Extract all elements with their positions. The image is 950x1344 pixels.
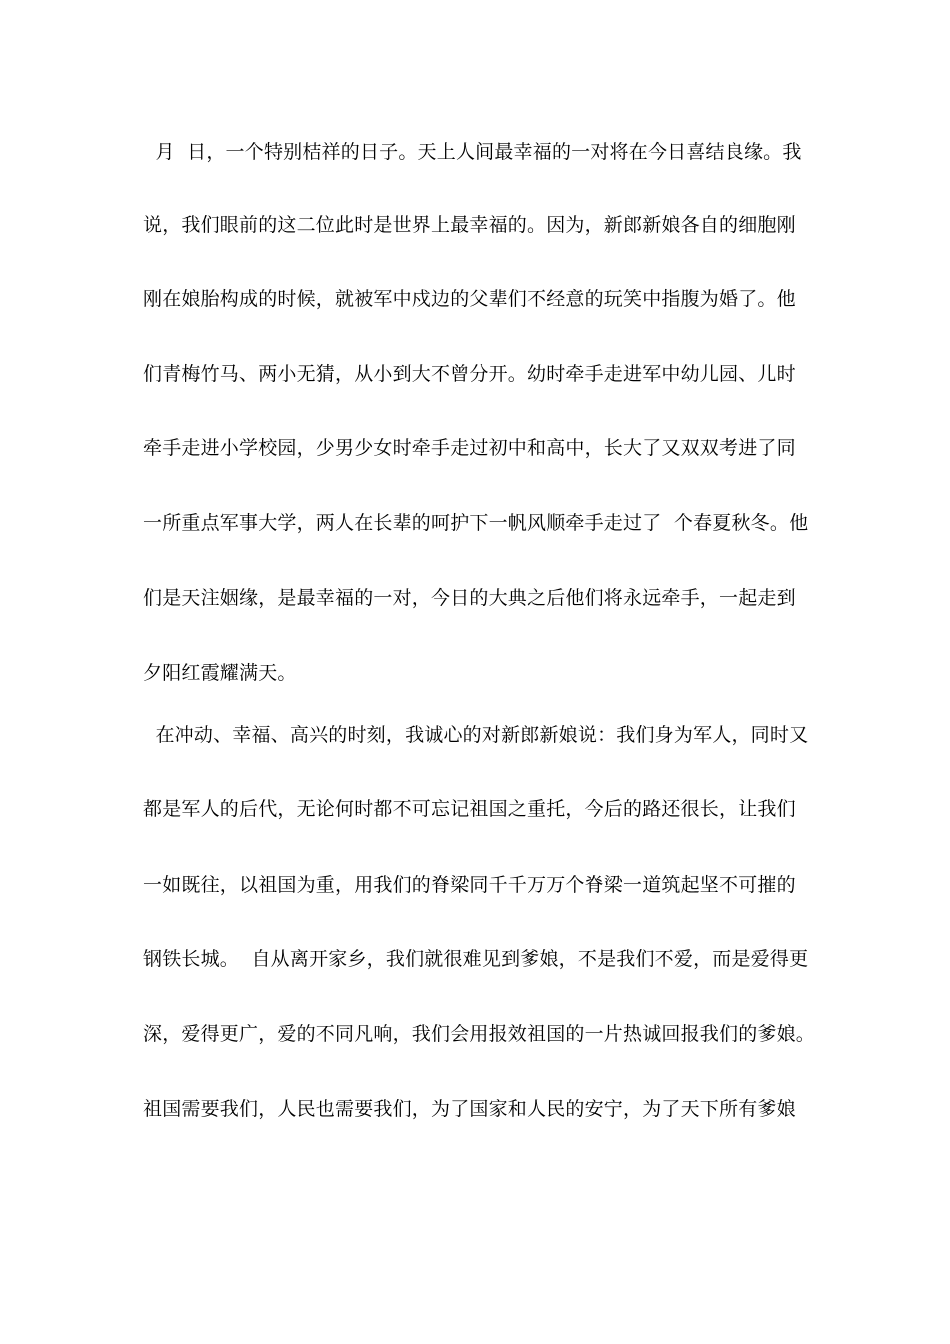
text-line-1: 月 日，一个特别桔祥的日子。天上人间最幸福的一对将在今日喜结良缘。我 <box>143 141 802 163</box>
text-line-2: 说，我们眼前的这二位此时是世界上最幸福的。因为，新郎新娘各自的细胞刚 <box>143 214 796 236</box>
text-line-3: 刚在娘胎构成的时候，就被军中戍边的父辈们不经意的玩笑中指腹为婚了。他 <box>143 288 796 310</box>
text-line-10: 都是军人的后代，无论何时都不可忘记祖国之重托，今后的路还很长，让我们 <box>143 798 796 820</box>
text-line-12: 钢铁长城。 自从离开家乡，我们就很难见到爹娘，不是我们不爱，而是爱得更 <box>143 948 809 970</box>
text-line-8: 夕阳红霞耀满天。 <box>143 662 297 684</box>
text-line-9: 在冲动、幸福、高兴的时刻，我诚心的对新郎新娘说：我们身为军人，同时又 <box>143 724 809 746</box>
text-line-6: 一所重点军事大学，两人在长辈的呵护下一帆风顺牵手走过了 个春夏秋冬。他 <box>143 512 809 534</box>
text-line-11: 一如既往，以祖国为重，用我们的脊梁同千千万万个脊梁一道筑起坚不可摧的 <box>143 874 796 896</box>
text-line-14: 祖国需要我们，人民也需要我们，为了国家和人民的安宁，为了天下所有爹娘 <box>143 1098 796 1120</box>
text-line-13: 深，爱得更广，爱的不同凡响，我们会用报效祖国的一片热诚回报我们的爹娘。 <box>143 1023 816 1045</box>
text-line-4: 们青梅竹马、两小无猜，从小到大不曾分开。幼时牵手走进军中幼儿园、儿时 <box>143 363 796 385</box>
text-line-5: 牵手走进小学校园，少男少女时牵手走过初中和高中，长大了又双双考进了同 <box>143 437 796 459</box>
text-line-7: 们是天注姻缘，是最幸福的一对，今日的大典之后他们将永远牵手，一起走到 <box>143 587 796 609</box>
